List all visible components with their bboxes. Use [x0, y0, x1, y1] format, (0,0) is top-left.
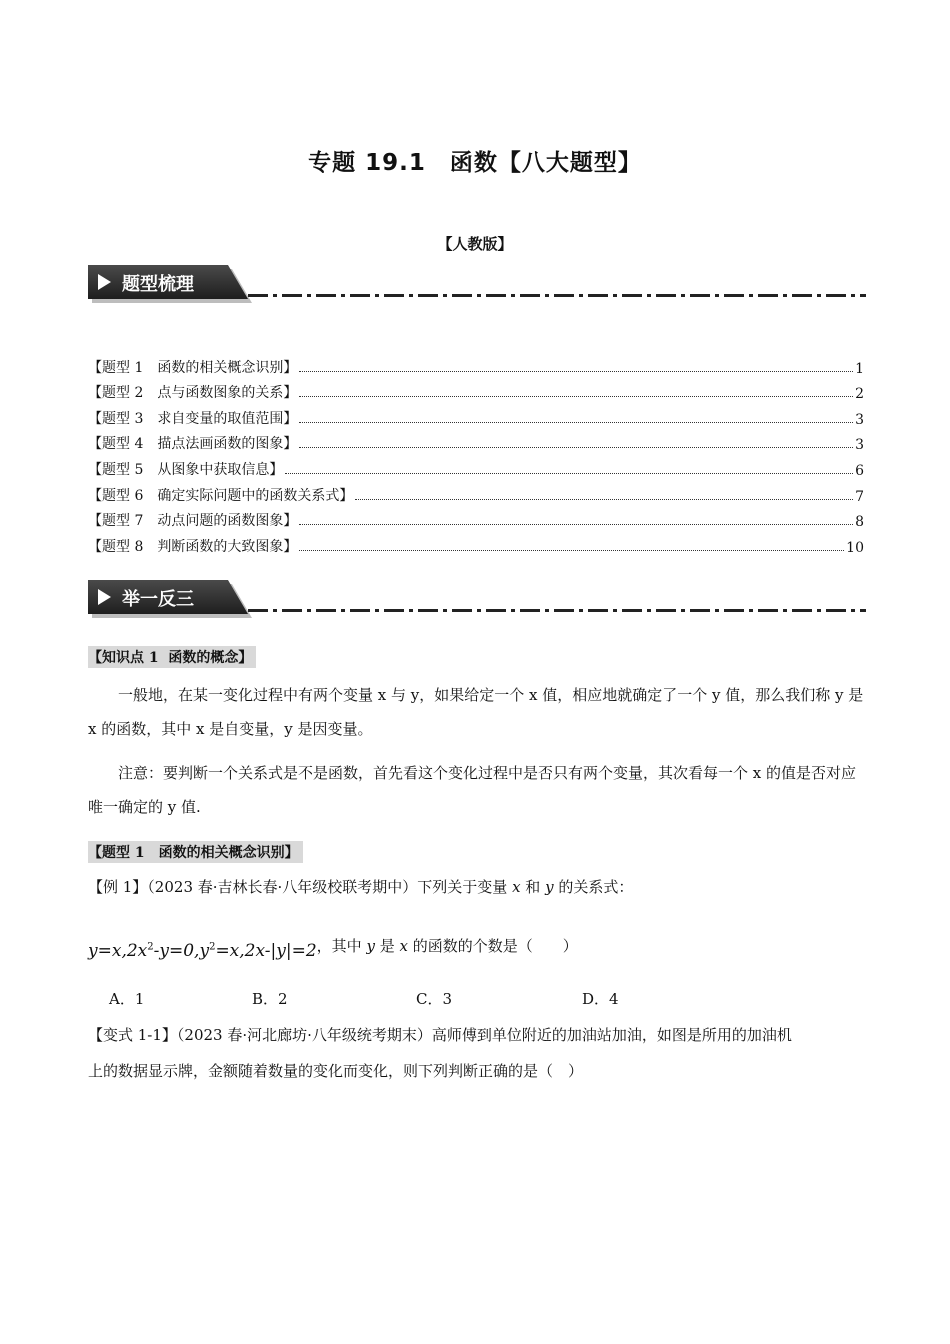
table-of-contents — [88, 351, 864, 556]
knowledge-paragraph-definition: 一般地，在某一变化过程中有两个变量 x 与 y，如果给定一个 x 值，相应地就确定了一个 y 值，那么我们称 y 是 x 的函数，其中 x 是自变量，y 是因变量。 — [88, 686, 864, 738]
option-b[interactable]: B．2 — [252, 990, 288, 1008]
toc-page: 1 — [855, 360, 864, 377]
toc-item[interactable] — [88, 453, 864, 479]
toc-item[interactable] — [88, 505, 864, 531]
toc-item[interactable] — [88, 351, 864, 377]
variant-1-1-line-1: 【变式 1-1】（2023 春·河北廊坊·八年级统考期末）高师傅到单位附近的加油站加油，如图是所用的加油机 — [88, 1026, 792, 1044]
edition-label: 【人教版】 — [437, 235, 513, 253]
banner-dashed-line — [248, 294, 866, 297]
example-and: 和 — [520, 878, 546, 896]
toc-page: 6 — [855, 462, 864, 479]
play-arrow-icon — [98, 274, 111, 290]
formula-part: y=x — [88, 941, 122, 961]
toc-leader — [355, 499, 853, 500]
play-arrow-icon — [98, 589, 111, 605]
toc-label: 【题型 4 描点法画函数的图象】 — [88, 436, 298, 453]
formula-part: ,2x-|y|=2 — [239, 941, 317, 961]
toc-page: 8 — [855, 514, 864, 531]
toc-leader — [299, 550, 844, 551]
example-1-prompt — [88, 876, 633, 897]
toc-item[interactable] — [88, 479, 864, 505]
option-a[interactable]: A．1 — [109, 990, 145, 1008]
formula-exponent: 2 — [147, 941, 154, 953]
variable-y: y — [366, 937, 375, 955]
formula-exponent: 2 — [209, 941, 216, 953]
formula-part: ,y — [194, 941, 210, 961]
knowledge-paragraph-note: 注意：要判断一个关系式是不是函数，首先看这个变化过程中是否只有两个变量，其次看每一个 x 的值是否对应唯一确定的 y 值. — [88, 764, 857, 816]
formula-part: -y=0 — [153, 941, 195, 961]
formula-part: ,2x — [121, 941, 148, 961]
question-text — [317, 937, 578, 955]
formula-part: =x — [215, 941, 240, 961]
toc-page: 10 — [846, 539, 864, 556]
toc-label: 【题型 5 从图象中获取信息】 — [88, 461, 284, 478]
banner-label: 举一反三 — [122, 589, 194, 610]
variant-1-1-line-2: 上的数据显示牌，金额随着数量的变化而变化，则下列判断正确的是（ ） — [88, 1062, 584, 1080]
variable-y: y — [545, 878, 554, 896]
section-banner-practice — [88, 580, 866, 620]
toc-label: 【题型 1 函数的相关概念识别】 — [88, 359, 298, 376]
example-prefix: 【例 1】（2023 春·吉林长春·八年级校联考期中）下列关于变量 — [88, 878, 513, 896]
question-suffix: 的函数的个数是（ ） — [407, 937, 578, 955]
banner-label: 题型梳理 — [122, 274, 194, 295]
toc-page: 3 — [855, 437, 864, 454]
toc-leader — [299, 422, 853, 423]
variable-x: x — [512, 878, 521, 896]
toc-label: 【题型 2 点与函数图象的关系】 — [88, 385, 298, 402]
toc-label: 【题型 7 动点问题的函数图象】 — [88, 513, 298, 530]
toc-leader — [299, 524, 853, 525]
question-prefix: ，其中 — [316, 937, 367, 955]
toc-leader — [299, 371, 853, 372]
question-type-heading: 【题型 1 函数的相关概念识别】 — [88, 841, 303, 863]
toc-label: 【题型 8 判断函数的大致图象】 — [88, 538, 298, 555]
option-c[interactable]: C．3 — [416, 990, 453, 1008]
toc-item[interactable] — [88, 428, 864, 454]
toc-item[interactable] — [88, 402, 864, 428]
example-suffix: 的关系式： — [553, 878, 634, 896]
example-1-formula — [88, 935, 578, 961]
toc-label: 【题型 3 求自变量的取值范围】 — [88, 410, 298, 427]
banner-dashed-line — [248, 609, 866, 612]
toc-leader — [299, 447, 853, 448]
variable-x: x — [399, 937, 408, 955]
question-mid: 是 — [374, 937, 400, 955]
toc-page: 2 — [855, 386, 864, 403]
toc-page: 7 — [855, 488, 864, 505]
toc-leader — [285, 473, 853, 474]
toc-item[interactable] — [88, 377, 864, 403]
toc-page: 3 — [855, 411, 864, 428]
toc-leader — [299, 396, 853, 397]
document-title: 专题 19.1 函数【八大题型】 — [308, 150, 642, 176]
section-banner-question-types — [88, 265, 866, 305]
option-d[interactable]: D．4 — [582, 990, 619, 1008]
toc-item[interactable] — [88, 530, 864, 556]
toc-label: 【题型 6 确定实际问题中的函数关系式】 — [88, 487, 354, 504]
knowledge-point-heading: 【知识点 1 函数的概念】 — [88, 646, 256, 668]
